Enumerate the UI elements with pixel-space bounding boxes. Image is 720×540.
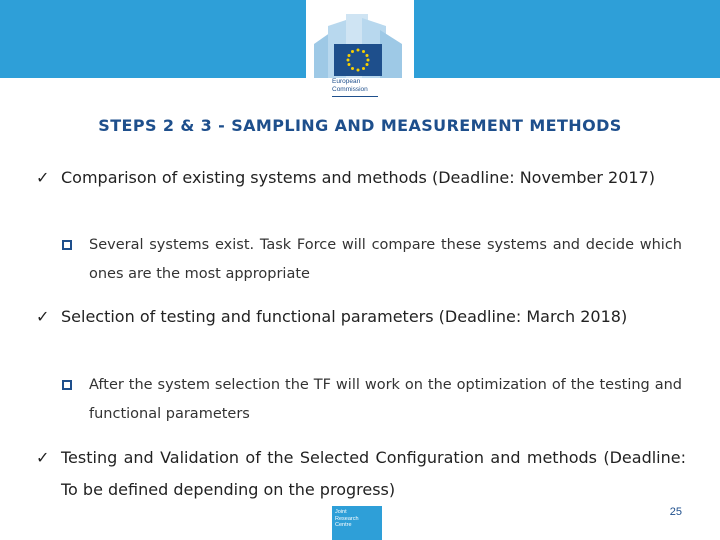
logo-text-line2: Commission	[332, 86, 368, 93]
list-item	[36, 162, 686, 194]
jrc-line2: Research	[335, 515, 359, 522]
page-number: 25	[669, 506, 682, 518]
sub-list-item-text: After the system selection the TF will work on the optimization of the testing and functional parameters	[89, 377, 682, 422]
logo-text-line1: European	[332, 78, 361, 85]
jrc-logo	[332, 506, 382, 540]
sub-list-item	[62, 371, 682, 429]
square-bullet-icon	[62, 240, 72, 250]
list-item	[36, 442, 686, 506]
sub-list-item-text: Several systems exist. Task Force will compare these systems and decide which ones are the most appropriate	[89, 237, 682, 282]
check-icon: ✓	[36, 307, 50, 326]
list-item-text: Comparison of existing systems and methods (Deadline: November 2017)	[61, 168, 655, 187]
jrc-logo-text	[335, 509, 359, 529]
check-icon: ✓	[36, 168, 50, 187]
logo-underline	[332, 96, 378, 97]
jrc-line3: Centre	[335, 522, 352, 528]
jrc-line1: Joint	[335, 509, 347, 515]
list-item-text: Selection of testing and functional parameters (Deadline: March 2018)	[61, 307, 628, 326]
check-icon: ✓	[36, 448, 50, 467]
list-item-text: Testing and Validation of the Selected Configuration and methods (Deadline: To be defined depending on the progress)	[61, 448, 686, 499]
european-commission-logo	[306, 0, 414, 104]
sub-list-item	[62, 231, 682, 289]
commission-building-icon	[306, 0, 414, 78]
slide-title: STEPS 2 & 3 - SAMPLING AND MEASUREMENT METHODS	[98, 116, 622, 135]
logo-text	[332, 78, 392, 94]
square-bullet-icon	[62, 380, 72, 390]
list-item	[36, 301, 686, 333]
